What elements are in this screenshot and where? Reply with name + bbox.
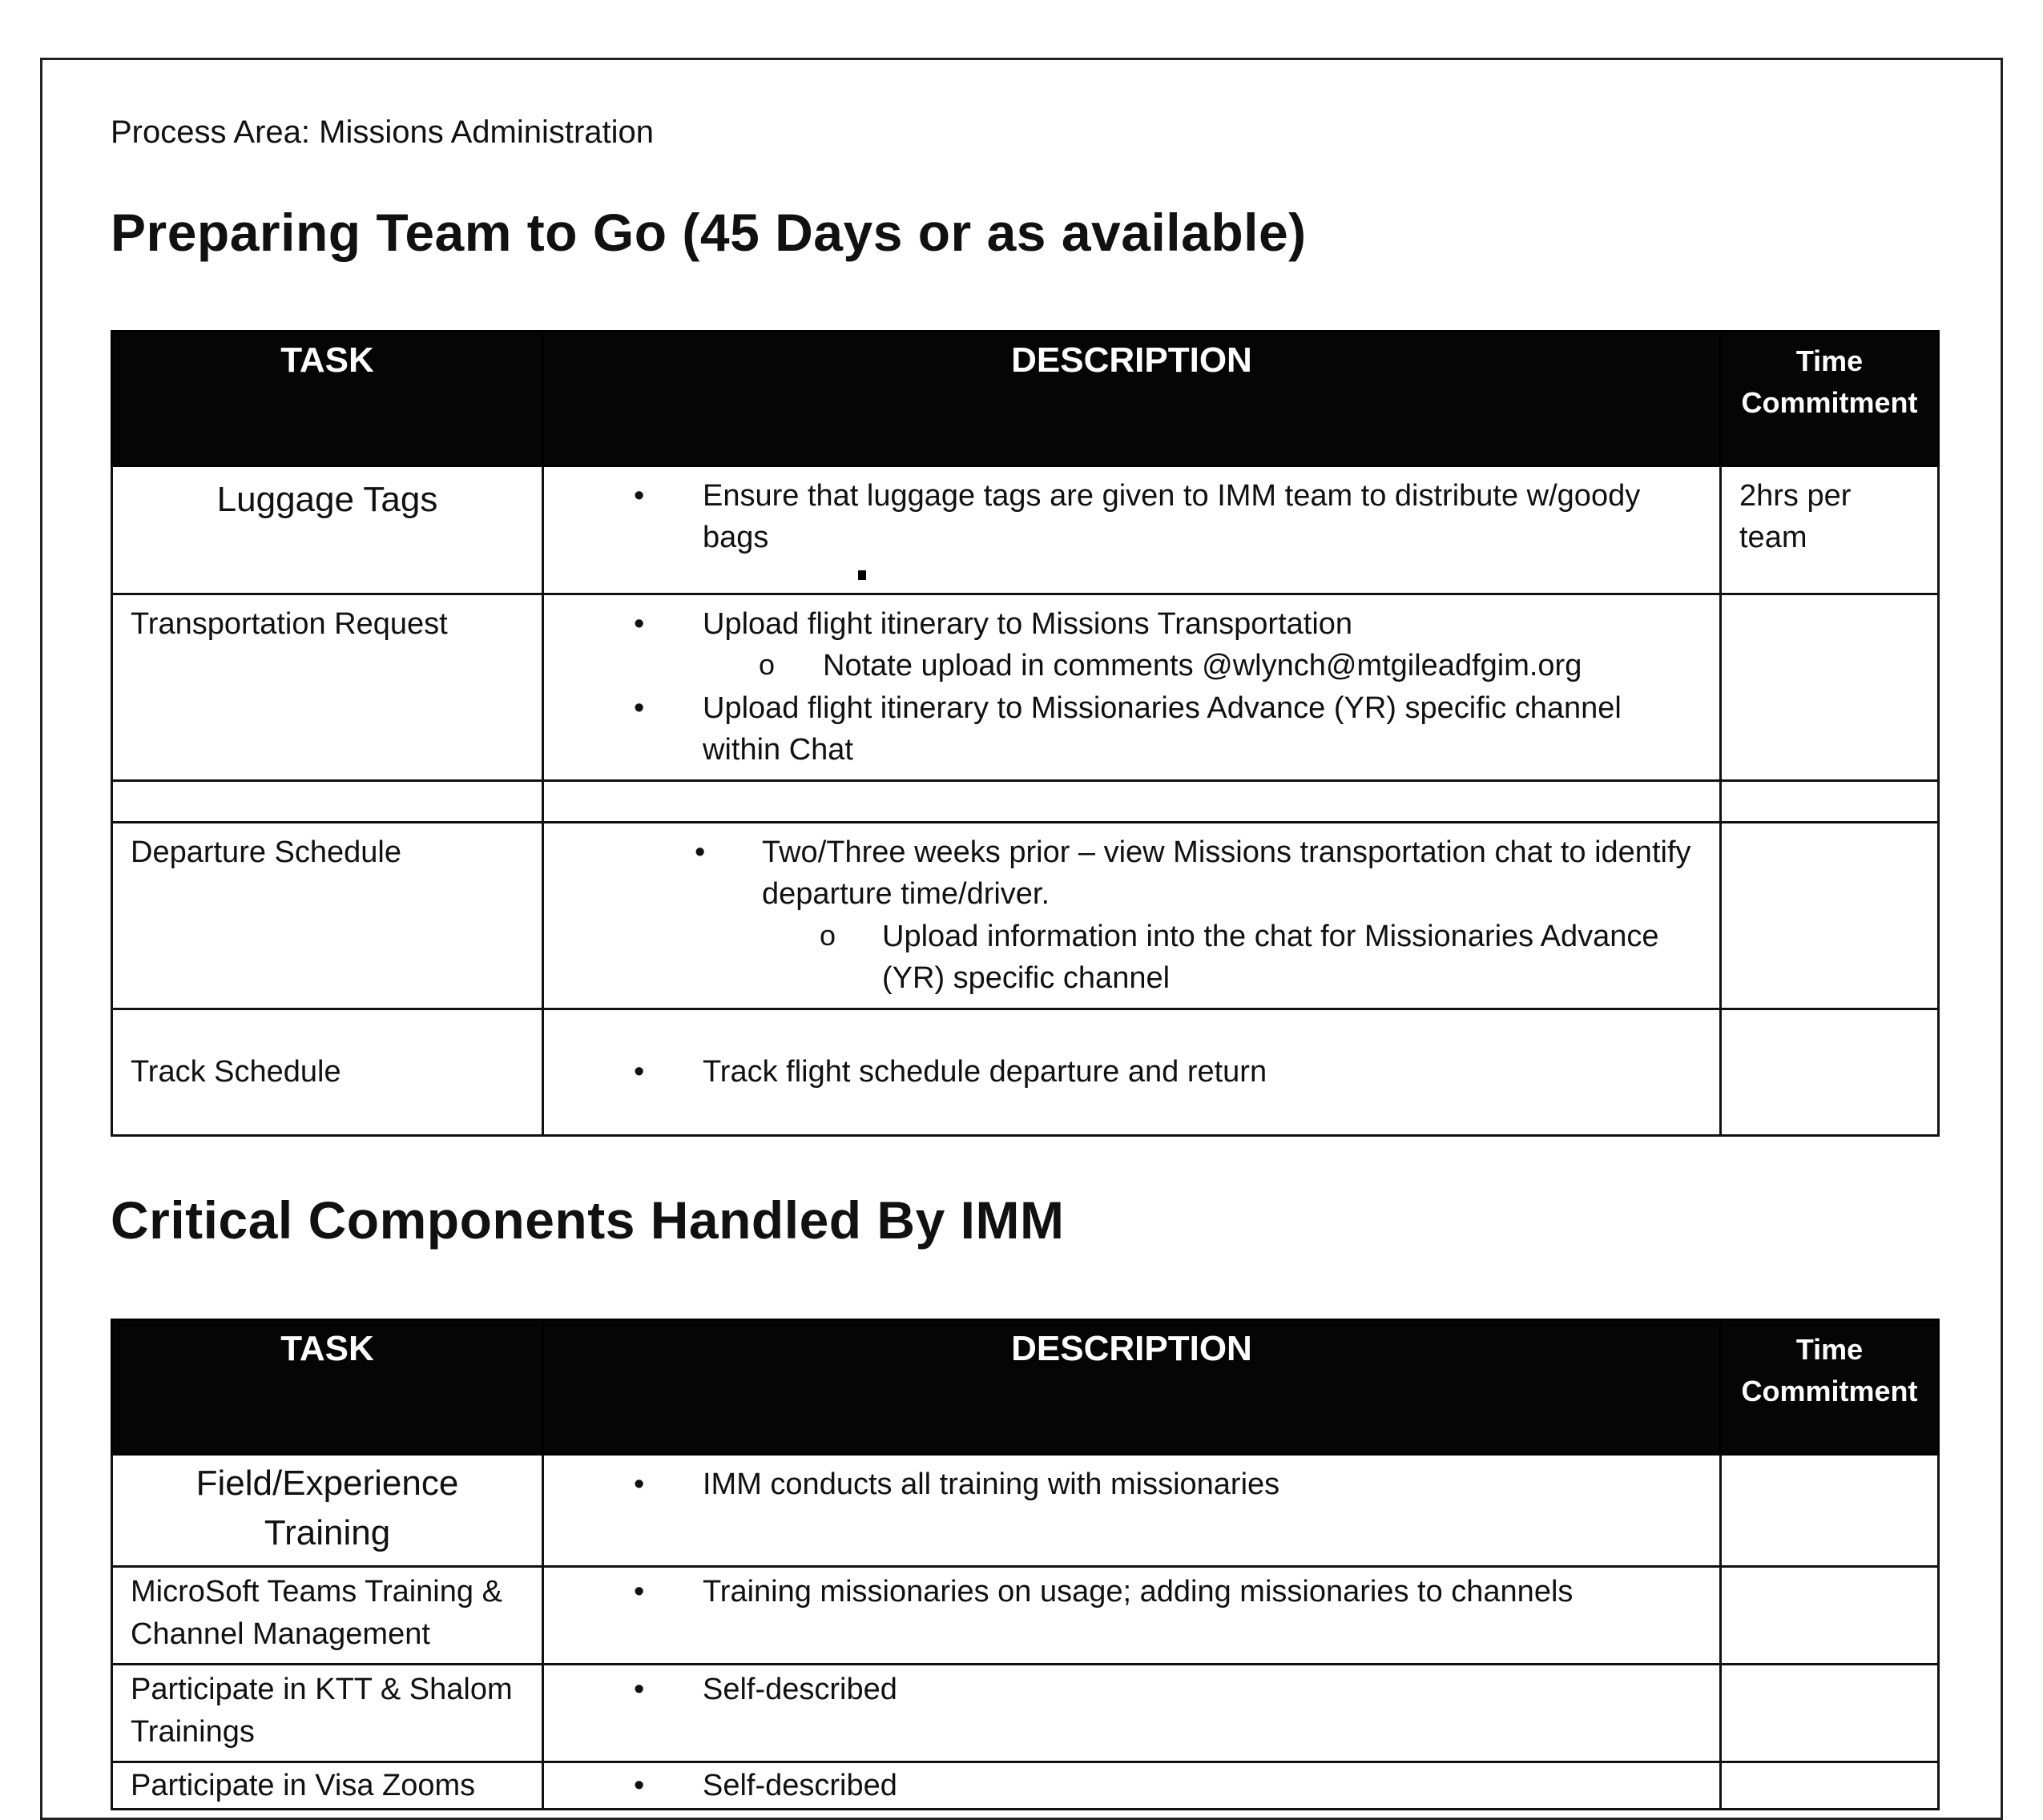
table-row xyxy=(112,466,1939,594)
sub-bullet-item: o Upload information into the chat for Missionaries Advance (YR) specific channel xyxy=(562,916,1702,1000)
task-cell: Transportation Request xyxy=(112,594,543,781)
header-description: DESCRIPTION xyxy=(543,1320,1721,1455)
bullet-item: • Self-described xyxy=(562,1669,1702,1710)
table-row xyxy=(112,1762,1939,1809)
stray-mark xyxy=(858,570,866,580)
table-row xyxy=(112,1567,1939,1665)
table-header-row xyxy=(112,332,1939,466)
time-cell xyxy=(1721,1762,1939,1809)
time-cell xyxy=(1721,1665,1939,1762)
section-title-critical-components: Critical Components Handled By IMM xyxy=(111,1190,1065,1250)
task-cell: Field/Experience Training xyxy=(112,1455,543,1567)
description-cell xyxy=(543,594,1721,781)
bullet-item: • Self-described xyxy=(562,1765,1702,1806)
task-cell: Participate in KTT & Shalom Trainings xyxy=(112,1665,543,1762)
critical-components-table xyxy=(111,1319,1940,1810)
task-cell: Luggage Tags xyxy=(112,466,543,594)
header-task: TASK xyxy=(112,1320,543,1455)
task-cell xyxy=(112,780,543,822)
table-header-row xyxy=(112,1320,1939,1455)
bullet-item: • Upload flight itinerary to Missions Transportation xyxy=(562,603,1702,645)
header-time-line2: Commitment xyxy=(1741,386,1918,420)
description-cell xyxy=(543,1762,1721,1809)
bullet-item: • Training missionaries on usage; adding missionaries to channels xyxy=(562,1571,1702,1613)
header-time-commitment xyxy=(1721,332,1939,466)
header-time-line1: Time xyxy=(1795,1333,1864,1366)
description-cell xyxy=(543,1455,1721,1567)
description-cell xyxy=(543,1009,1721,1135)
preparing-team-table xyxy=(111,330,1940,1137)
table-row xyxy=(112,1455,1939,1567)
header-time-line2: Commitment xyxy=(1741,1375,1918,1408)
header-task: TASK xyxy=(112,332,543,466)
task-cell: Participate in Visa Zooms xyxy=(112,1762,543,1809)
time-cell xyxy=(1721,1567,1939,1665)
table-row xyxy=(112,1665,1939,1762)
table-row-empty xyxy=(112,780,1939,822)
time-cell xyxy=(1721,594,1939,781)
header-description: DESCRIPTION xyxy=(543,332,1721,466)
time-cell: 2hrs per team xyxy=(1721,466,1939,594)
time-cell xyxy=(1721,1455,1939,1567)
time-cell xyxy=(1721,780,1939,822)
time-cell xyxy=(1721,1009,1939,1135)
table-row xyxy=(112,822,1939,1009)
bullet-item: • IMM conducts all training with missionaries xyxy=(562,1464,1702,1505)
task-cell: Track Schedule xyxy=(112,1009,543,1135)
table-row xyxy=(112,1009,1939,1135)
process-area-label: Process Area: Missions Administration xyxy=(111,115,655,150)
description-cell xyxy=(543,780,1721,822)
description-cell xyxy=(543,822,1721,1009)
bullet-item: • Ensure that luggage tags are given to IMM team to distribute w/goody bags xyxy=(562,475,1702,559)
description-cell xyxy=(543,1665,1721,1762)
description-cell xyxy=(543,1567,1721,1665)
bullet-item: • Upload flight itinerary to Missionaries Advance (YR) specific channel within Chat xyxy=(562,687,1702,771)
task-cell: Departure Schedule xyxy=(112,822,543,1009)
section-title-preparing-team: Preparing Team to Go (45 Days or as available) xyxy=(111,203,1307,262)
table-row xyxy=(112,594,1939,781)
task-cell: MicroSoft Teams Training & Channel Management xyxy=(112,1567,543,1665)
bullet-item: • Track flight schedule departure and return xyxy=(562,1051,1702,1093)
bullet-item: • Two/Three weeks prior – view Missions transportation chat to identify departure time/driver. xyxy=(562,831,1702,916)
description-cell xyxy=(543,466,1721,594)
header-time-commitment xyxy=(1721,1320,1939,1455)
sub-bullet-item: o Notate upload in comments @wlynch@mtgileadfgim.org xyxy=(562,645,1702,687)
time-cell xyxy=(1721,822,1939,1009)
header-time-line1: Time xyxy=(1795,344,1864,377)
